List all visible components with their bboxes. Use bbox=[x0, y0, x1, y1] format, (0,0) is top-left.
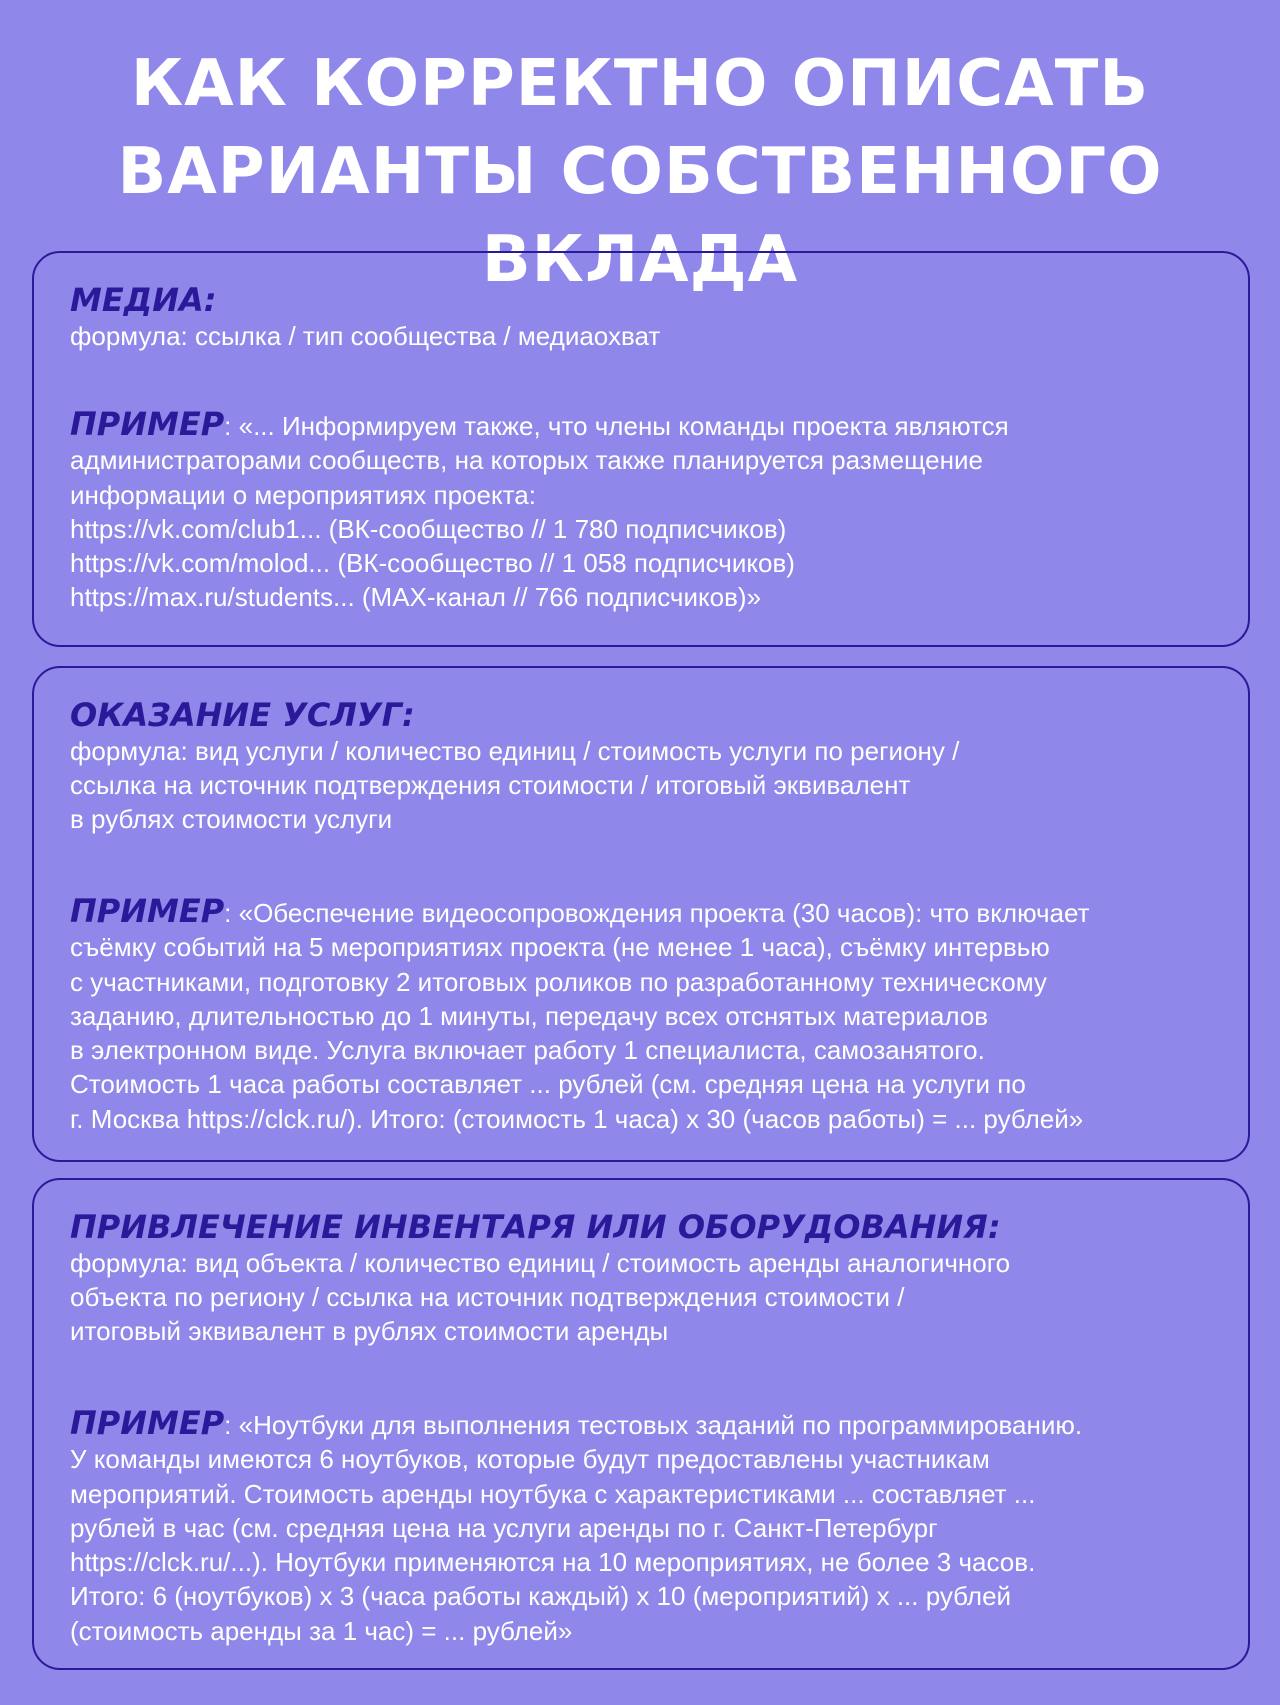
example-line: с участниками, подготовку 2 итоговых роликов по разработанному техническому bbox=[70, 966, 1047, 997]
card-heading-text: ПРИВЛЕЧЕНИЕ ИНВЕНТАРЯ ИЛИ ОБОРУДОВАНИЯ bbox=[70, 1208, 988, 1246]
page-title-line-1: КАК КОРРЕКТНО ОПИСАТЬ bbox=[130, 47, 1150, 121]
example-line: Итого: 6 (ноутбуков) х 3 (часа работы каждый) х 10 (мероприятий) х ... рублей bbox=[70, 1581, 1012, 1612]
example-line: съёмку событий на 5 мероприятиях проекта (не менее 1 часа), съёмку интервью bbox=[70, 932, 1050, 963]
example-line: Стоимость 1 часа работы составляет ... рублей (см. средняя цена на услуги по bbox=[70, 1069, 1026, 1100]
example-label: ПРИМЕР bbox=[70, 405, 225, 443]
example-line-text: : «Ноутбуки для выполнения тестовых заданий по программированию. bbox=[224, 1410, 1083, 1440]
example-line: У команды имеются 6 ноутбуков, которые будут предоставлены участникам bbox=[70, 1444, 990, 1475]
card-heading bbox=[70, 1208, 1214, 1246]
card-heading-text: МЕДИА bbox=[70, 281, 204, 319]
formula-line: итоговый эквивалент в рублях стоимости аренды bbox=[70, 1316, 669, 1346]
card-services bbox=[32, 666, 1250, 1162]
card-example bbox=[70, 1406, 1214, 1648]
example-line: г. Москва https://clck.ru/). Итого: (стоимость 1 часа) х 30 (часов работы) = ... рублей» bbox=[70, 1103, 1084, 1134]
formula-line: формула: вид услуги / количество единиц / стоимость услуги по региону / bbox=[70, 736, 960, 766]
example-line: https://vk.com/molod... (ВК-сообщество // 1 058 подписчиков) bbox=[70, 548, 795, 579]
example-line: (стоимость аренды за 1 час) = ... рублей» bbox=[70, 1615, 573, 1646]
card-heading-colon: : bbox=[203, 281, 217, 319]
formula-line: формула: вид объекта / количество единиц / стоимость аренды аналогичного bbox=[70, 1248, 1011, 1278]
example-line: информации о мероприятиях проекта: bbox=[70, 479, 536, 510]
example-line: рублей в час (см. средняя цена на услуги аренды по г. Санкт-Петербург bbox=[70, 1512, 938, 1543]
formula-line: в рублях стоимости услуги bbox=[70, 804, 393, 834]
example-line-text: : «... Информируем также, что члены команды проекта являются bbox=[224, 411, 1009, 441]
card-formula bbox=[70, 1246, 1214, 1348]
card-formula bbox=[70, 734, 1214, 836]
card-formula bbox=[70, 319, 1214, 353]
example-line: администраторами сообществ, на которых также планируется размещение bbox=[70, 445, 983, 476]
example-line: https://max.ru/students... (MAX-канал // 766 подписчиков)» bbox=[70, 582, 762, 613]
example-line bbox=[70, 407, 1214, 443]
formula-line: ссылка на источник подтверждения стоимости / итоговый эквивалент bbox=[70, 770, 911, 800]
card-heading bbox=[70, 281, 1214, 319]
card-heading-colon: : bbox=[987, 1208, 1001, 1246]
card-example bbox=[70, 407, 1214, 615]
example-line: https://vk.com/club1... (ВК-сообщество // 1 780 подписчиков) bbox=[70, 513, 787, 544]
card-equipment bbox=[32, 1178, 1250, 1670]
example-line-text: : «Обеспечение видеосопровождения проекта (30 часов): что включает bbox=[224, 898, 1090, 928]
card-heading-text: ОКАЗАНИЕ УСЛУГ bbox=[70, 696, 402, 734]
card-heading-colon: : bbox=[401, 696, 415, 734]
card-media bbox=[32, 251, 1250, 647]
example-label: ПРИМЕР bbox=[70, 892, 225, 930]
example-line: в электронном виде. Услуга включает работу 1 специалиста, самозанятого. bbox=[70, 1035, 985, 1066]
example-line: https://clck.ru/...). Ноутбуки применяются на 10 мероприятиях, не более 3 часов. bbox=[70, 1547, 1036, 1578]
example-line bbox=[70, 1406, 1214, 1442]
card-heading bbox=[70, 696, 1214, 734]
card-example bbox=[70, 894, 1214, 1136]
example-label: ПРИМЕР bbox=[70, 1404, 225, 1442]
page-title-line-2: ВАРИАНТЫ СОБСТВЕННОГО ВКЛАДА bbox=[117, 135, 1163, 297]
example-line: мероприятий. Стоимость аренды ноутбука с характеристиками ... составляет ... bbox=[70, 1478, 1036, 1509]
example-line: заданию, длительностью до 1 минуты, передачу всех отснятых материалов bbox=[70, 1000, 989, 1031]
formula-line: объекта по региону / ссылка на источник подтверждения стоимости / bbox=[70, 1282, 905, 1312]
formula-line: формула: ссылка / тип сообщества / медиаохват bbox=[70, 321, 661, 351]
example-line bbox=[70, 894, 1214, 930]
